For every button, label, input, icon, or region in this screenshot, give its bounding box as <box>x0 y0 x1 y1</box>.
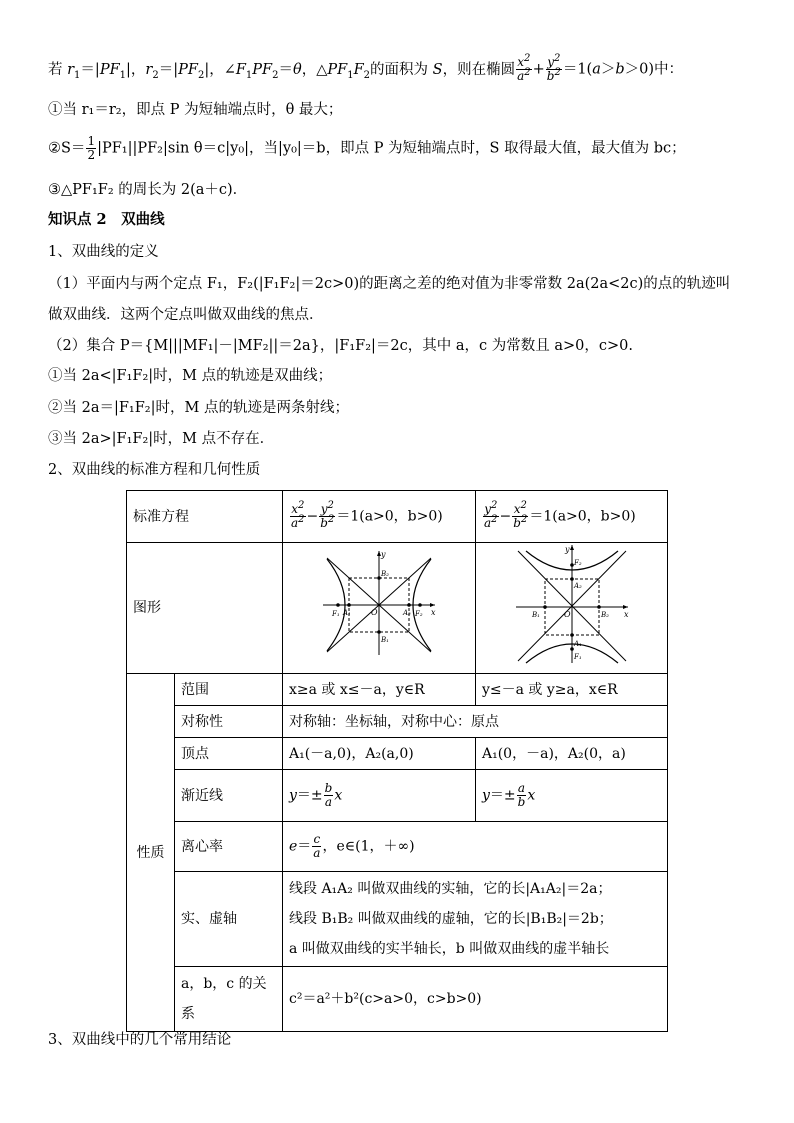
row-symmetry <box>127 706 668 738</box>
fig2-y-label: y <box>564 545 570 554</box>
case-1: ①当 2a<|F₁F₂|时，M 点的轨迹是双曲线； <box>48 368 333 384</box>
fig2-f1-label: F₁ <box>573 653 582 661</box>
section-title: 知识点 2 双曲线 <box>48 211 165 228</box>
intro-item-3: ③△PF₁F₂ 的周长为 2(a＋c)． <box>48 182 248 198</box>
item2-body: |PF₁||PF₂|sin θ＝c|y₀|，当|y₀|＝b，即点 P 为短轴端点时，S 取得最大值，最大值为 bc； <box>97 140 686 157</box>
axes-value <box>283 872 668 967</box>
eq1-rest: ＝1(a>0，b>0) <box>336 508 443 525</box>
table-heading: 2、双曲线的标准方程和几何性质 <box>48 462 261 478</box>
item2-prefix: ②S＝ <box>48 140 86 157</box>
fig1-a2-label: A₂ <box>403 609 411 617</box>
range-label: 范围 <box>175 674 283 706</box>
fig2-a2-label: A₂ <box>573 582 582 590</box>
fig1-f1-label: F₁ <box>332 610 340 618</box>
intro-tail: ＝1(a＞b＞0)中： <box>562 61 684 78</box>
fig2-x-label: x <box>623 610 629 619</box>
next-heading: 3、双曲线中的几个常用结论 <box>48 1032 232 1048</box>
asymptote-label: 渐近线 <box>175 770 283 822</box>
axes-label: 实、虚轴 <box>175 872 283 967</box>
symmetry-value: 对称轴：坐标轴，对称中心：原点 <box>283 706 668 738</box>
axes-line-1: 线段 A₁A₂ 叫做双曲线的实轴，它的长|A₁A₂|＝2a； <box>289 881 612 897</box>
axes-line-3: a 叫做双曲线的实半轴长，b 叫做双曲线的虚半轴长 <box>289 941 610 957</box>
case-3: ③当 2a>|F₁F₂|时，M 点不存在． <box>48 431 275 447</box>
hyperbola-horizontal-figure <box>319 549 439 659</box>
half-frac: $\frac{1}{2}$ <box>87 134 96 162</box>
fig1-y-label: y <box>381 550 386 559</box>
ellipse-frac-x: $\frac{x^2}{a^2}$ <box>517 53 531 83</box>
props-label: 性质 <box>127 674 175 1032</box>
figure-label: 图形 <box>127 543 283 674</box>
intro-item-1: ①当 r₁＝r₂，即点 P 为短轴端点时，θ 最大； <box>48 102 343 118</box>
asymptote-1: y＝± $\frac{b}{a}$ x <box>283 770 476 822</box>
fig1-f2-label: F₂ <box>415 610 423 618</box>
abc-label <box>175 967 283 1032</box>
def1-line1: （1）平面内与两个定点 F₁，F₂(|F₁F₂|＝2c>0)的距离之差的绝对值为非零常数 2a(2a<2c)的点的轨迹叫 <box>48 276 731 292</box>
fig1-x-label: x <box>431 608 436 617</box>
ellipse-frac-y: $\frac{y^2}{b^2}$ <box>546 53 561 83</box>
def2-line: （2）集合 P＝{M|||MF₁|－|MF₂||＝2a}，|F₁F₂|＝2c，其中 a，c 为常数且 a>0，c>0. <box>48 338 633 354</box>
abc-label-2: 系 <box>181 1006 195 1022</box>
ecc-rest: ，e∈(1，＋∞) <box>322 838 415 855</box>
axes-line-2: 线段 B₁B₂ 叫做双曲线的虚轴，它的长|B₁B₂|＝2b； <box>289 911 613 927</box>
range-2: y≤－a 或 y≥a，x∈R <box>476 674 668 706</box>
std-eq-2: $\frac{y^2}{a^2}$ − $\frac{x^2}{b^2}$ ＝1(a>0，b>0) <box>476 491 668 543</box>
case-2: ②当 2a＝|F₁F₂|时，M 点的轨迹是两条射线； <box>48 400 349 416</box>
figure-2-cell <box>476 543 668 674</box>
hyperbola-properties-table <box>126 490 668 1032</box>
symmetry-label: 对称性 <box>175 706 283 738</box>
figure-1-cell <box>283 543 476 674</box>
fig2-b1-label: B₁ <box>531 611 540 619</box>
fig2-origin-label: O <box>563 610 571 619</box>
intro-item-2 <box>48 135 686 162</box>
fig1-a1-label: A₁ <box>343 609 351 617</box>
row-standard-equation <box>127 491 668 543</box>
ecc-value: e＝ $\frac{c}{a}$ ，e∈(1，＋∞) <box>283 822 668 872</box>
def1-line2: 做双曲线．这两个定点叫做双曲线的焦点． <box>48 307 324 323</box>
range-1: x≥a 或 x≤－a，y∈R <box>283 674 476 706</box>
fig1-b2-label: B₂ <box>381 570 389 578</box>
ecc-label: 离心率 <box>175 822 283 872</box>
intro-text-a: 若 $r_1=|PF_1|$，$r_2=|PF_2|$，$\angle F_1PF_2=\theta$，$\triangle PF_1F_2$的面积为 S，则在椭圆 <box>48 61 516 81</box>
fig1-b1-label: B₁ <box>381 636 389 644</box>
row-axes <box>127 872 668 967</box>
row-abc <box>127 967 668 1032</box>
row-range <box>127 674 668 706</box>
eq2-rest: ＝1(a>0，b>0) <box>529 508 636 525</box>
intro-line-1: 若 $r_1=|PF_1|$，$r_2=|PF_2|$，$\angle F_1PF_2=\theta$，$\triangle PF_1F_2$的面积为 S，则在椭圆 $\frac{x^2}{a^2}$ + $\frac{y^2}{b^2}$ ＝1(a＞b＞0)中： <box>48 53 684 83</box>
vertex-label: 顶点 <box>175 738 283 770</box>
vertex-2: A₁(0，－a)，A₂(0，a) <box>476 738 668 770</box>
fig1-origin-label: O <box>371 608 378 617</box>
row-figure <box>127 543 668 674</box>
vertex-1: A₁(－a,0)，A₂(a,0) <box>283 738 476 770</box>
hyperbola-vertical-figure <box>512 543 632 665</box>
asymptote-2: y＝± $\frac{a}{b}$ x <box>476 770 668 822</box>
abc-value: c²＝a²＋b²(c>a>0，c>b>0) <box>283 967 668 1032</box>
row-vertex <box>127 738 668 770</box>
std-eq-label: 标准方程 <box>127 491 283 543</box>
std-eq-1: $\frac{x^2}{a^2}$ − $\frac{y^2}{b^2}$ ＝1(a>0，b>0) <box>283 491 476 543</box>
row-eccentricity <box>127 822 668 872</box>
fig2-b2-label: B₂ <box>600 611 609 619</box>
row-asymptote <box>127 770 668 822</box>
abc-label-1: a，b，c 的关 <box>181 976 267 992</box>
fig2-a1-label: A₁ <box>573 640 582 648</box>
def-heading: 1、双曲线的定义 <box>48 244 159 260</box>
fig2-f2-label: F₂ <box>573 559 582 567</box>
